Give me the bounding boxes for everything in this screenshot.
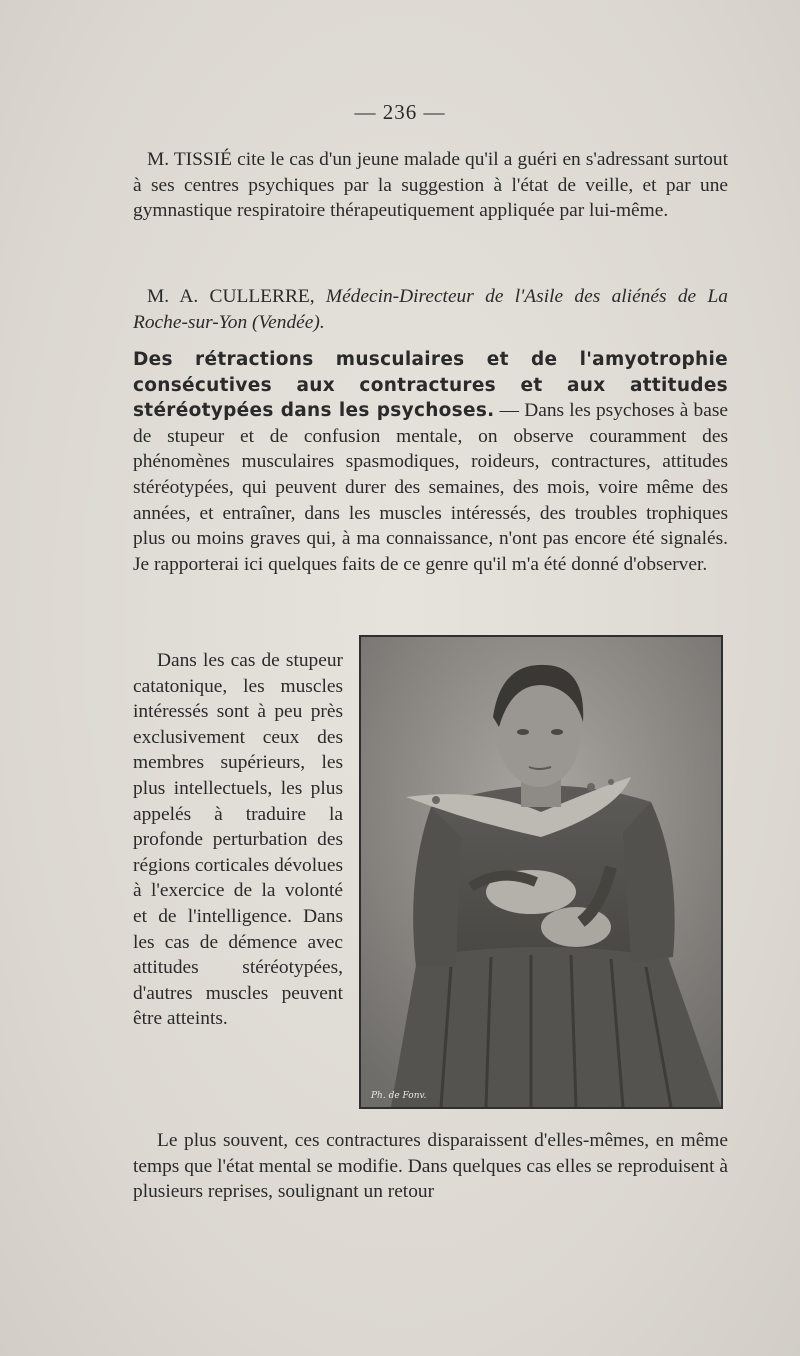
- article-title: Des rétractions musculaires et de l'amyotrophie consécutives aux contractures et aux attitudes stéréotypées dans les psychoses.: [133, 349, 728, 422]
- paragraph-last: Le plus souvent, ces contractures disparaissent d'elles-mêmes, en même temps que l'état mental se modifie. Dans quelques cas elles se reproduisent à plusieurs reprises, soulignant un retour: [133, 1130, 728, 1203]
- paragraph-stupeur: Dans les cas de stupeur catatonique, les muscles intéressés sont à peu près exclusivement ceux des membres supérieurs, les plus intellectuels, les plus appelés à traduire la profonde perturbation des régions corticales dévolues à l'exercice de la volonté et de l'intelligence. Dans les cas de démence avec attitudes stéréotypées, d'autres muscles peuvent être atteints.: [133, 650, 343, 1030]
- author-affiliation: Médecin-Directeur de l'Asile des aliénés de La Roche-sur-Yon (Vendée).: [133, 286, 728, 333]
- author-line: [133, 284, 728, 335]
- author-name: M. A. CULLERRE,: [147, 286, 315, 307]
- article-opening: [133, 347, 728, 577]
- patient-photograph: [359, 635, 723, 1109]
- paragraph-tissie: M. TISSIÉ cite le cas d'un jeune malade qu'il a guéri en s'adressant surtout à ses centres psychiques par la suggestion à l'état de veille, et par une gymnastique respiratoire thérapeutiquement appliquée par lui-même.: [133, 149, 728, 222]
- engraver-signature: Ph. de Fonv.: [371, 1091, 427, 1101]
- article-intro: — Dans les psychoses à base de stupeur et de confusion mentale, on observe couramment des phénomènes musculaires spasmodiques, roideurs, contractures, attitudes stéréotypées, qui peuvent durer des semaines, des mois, voire même des années, et entraîner, dans les muscles intéressés, des troubles trophiques plus ou moins graves qui, à ma connaissance, n'ont pas encore été signalés. Je rapporterai ici quelques faits de ce genre qu'il m'a été donné d'observer.: [133, 400, 728, 575]
- page-number: — 236 —: [354, 100, 446, 124]
- wrapped-text-column: [133, 648, 343, 1032]
- photograph-illustration: [361, 637, 721, 1107]
